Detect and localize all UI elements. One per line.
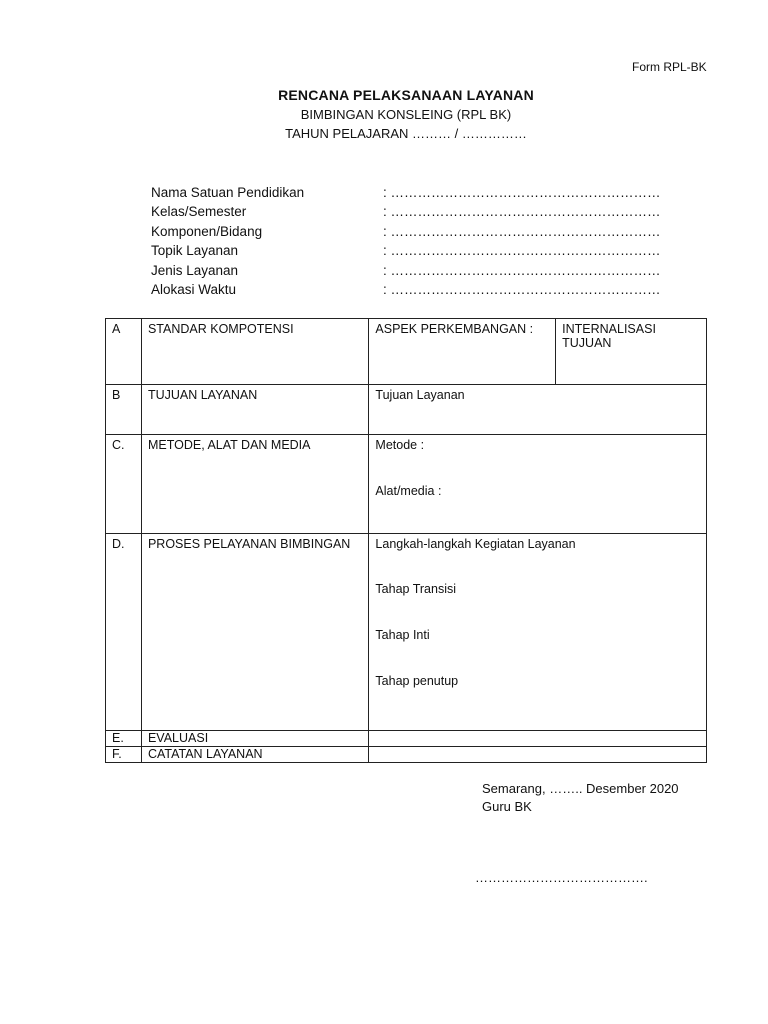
row-label: EVALUASI [141, 731, 368, 747]
signature-place-date: Semarang, …….. Desember 2020 [482, 781, 679, 796]
method-label: Metode : [375, 438, 425, 452]
row-label: METODE, ALAT DAN MEDIA [141, 435, 368, 534]
table-row-e [106, 731, 707, 747]
info-label: Komponen/Bidang [151, 223, 263, 239]
evaluation-cell [369, 731, 707, 747]
info-value: : …………………………………………………… [383, 243, 661, 259]
process-step: Tahap Transisi [375, 582, 457, 596]
info-value: : …………………………………………………… [383, 204, 661, 220]
row-label: CATATAN LAYANAN [141, 747, 368, 763]
document-title: RENCANA PELAKSANAAN LAYANAN [278, 87, 534, 103]
table-row-a [106, 319, 707, 385]
service-plan-table [105, 318, 707, 763]
row-code: A [106, 319, 142, 385]
info-value: : …………………………………………………… [383, 223, 661, 239]
table-row-f [106, 747, 707, 763]
signature-role: Guru BK [482, 799, 532, 814]
document-subtitle: BIMBINGAN KONSLEING (RPL BK) [300, 107, 512, 122]
method-cell [369, 435, 707, 534]
objective-cell: Tujuan Layanan [369, 385, 707, 435]
row-code: F. [106, 747, 142, 763]
row-code: B [106, 385, 142, 435]
info-label: Topik Layanan [151, 243, 239, 259]
info-value: : …………………………………………………… [383, 262, 661, 278]
row-code: C. [106, 435, 142, 534]
info-value: : …………………………………………………… [383, 281, 661, 297]
process-cell [369, 534, 707, 731]
process-step: Tahap penutup [375, 674, 459, 688]
form-code: Form RPL-BK [632, 60, 707, 74]
info-label: Alokasi Waktu [151, 281, 237, 297]
notes-cell [369, 747, 707, 763]
row-label: TUJUAN LAYANAN [141, 385, 368, 435]
school-year: TAHUN PELAJARAN ……… / …………… [285, 126, 527, 141]
table-row-b [106, 385, 707, 435]
signature-name-line: …………………………………. [475, 870, 648, 885]
media-label: Alat/media : [375, 484, 442, 498]
table-row-d [106, 534, 707, 731]
row-label: STANDAR KOMPOTENSI [141, 319, 368, 385]
process-step: Tahap Inti [375, 628, 430, 642]
process-step: Langkah-langkah Kegiatan Layanan [375, 537, 576, 551]
info-label: Nama Satuan Pendidikan [151, 185, 305, 200]
table-row-c [106, 435, 707, 534]
row-code: D. [106, 534, 142, 731]
internalization-cell: INTERNALISASI TUJUAN [556, 319, 707, 385]
row-code: E. [106, 731, 142, 747]
info-label: Jenis Layanan [151, 262, 239, 278]
info-label: Kelas/Semester [151, 204, 247, 220]
row-label: PROSES PELAYANAN BIMBINGAN [141, 534, 368, 731]
info-value: : …………………………………………………… [383, 185, 661, 200]
aspect-cell: ASPEK PERKEMBANGAN : [369, 319, 556, 385]
